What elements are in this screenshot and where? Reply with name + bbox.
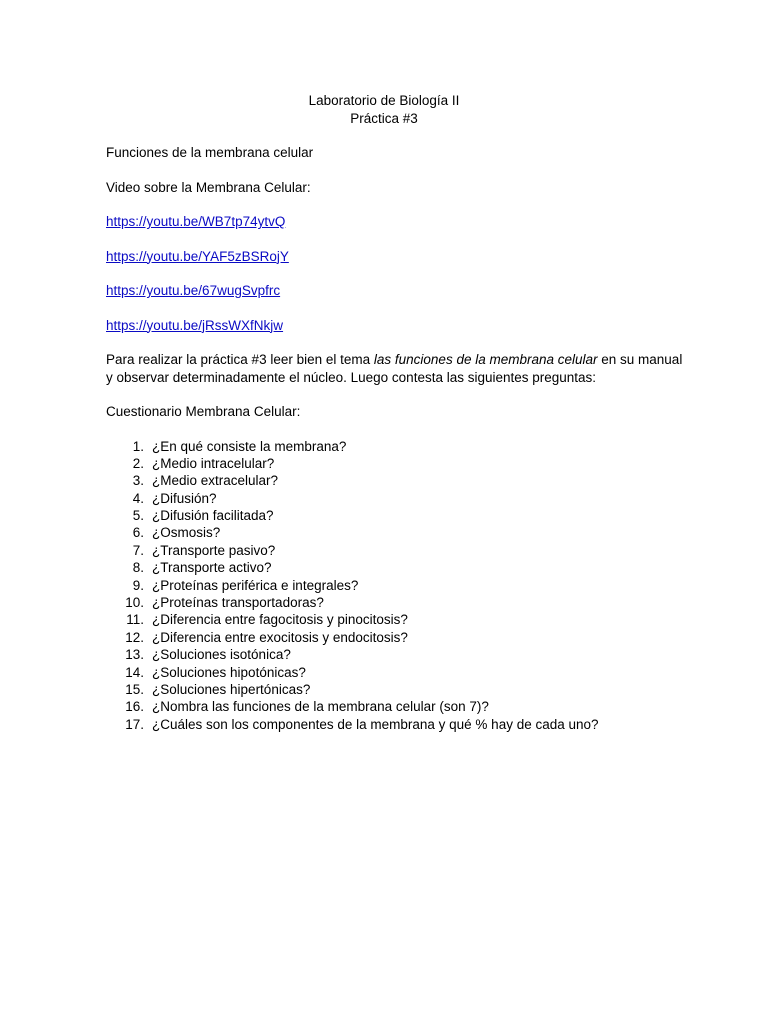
question-list — [106, 438, 686, 734]
question-number: 16. — [125, 699, 144, 715]
document-title: Laboratorio de Biología II — [308, 93, 460, 108]
question-number: 13. — [125, 647, 144, 663]
list-item — [106, 664, 686, 681]
list-item — [106, 507, 686, 524]
list-item — [106, 698, 686, 715]
question-number: 1. — [132, 438, 144, 454]
question-text: ¿Proteínas transportadoras? — [152, 595, 324, 611]
question-number: 10. — [125, 595, 144, 611]
question-number: 12. — [125, 629, 144, 645]
question-text: ¿Osmosis? — [152, 525, 221, 541]
question-text: ¿Diferencia entre fagocitosis y pinocitosis? — [152, 612, 408, 628]
list-item — [106, 716, 686, 733]
instructions-text-start: Para realizar la práctica #3 leer bien el tema — [106, 352, 374, 367]
question-text: ¿Diferencia entre exocitosis y endocitosis? — [152, 629, 408, 645]
section-heading: Funciones de la membrana celular — [106, 145, 314, 160]
list-item — [106, 438, 686, 455]
question-text: ¿Nombra las funciones de la membrana celular (son 7)? — [152, 699, 489, 715]
list-item — [106, 490, 686, 507]
question-number: 17. — [125, 716, 144, 732]
question-text: ¿Soluciones hipotónicas? — [152, 664, 306, 680]
question-text: ¿Soluciones hipertónicas? — [152, 681, 311, 697]
video-link-2[interactable]: https://youtu.be/YAF5zBSRojY — [106, 248, 289, 264]
question-number: 11. — [126, 612, 144, 628]
question-number: 3. — [132, 473, 144, 489]
document-header — [0, 92, 768, 128]
question-number: 2. — [132, 455, 144, 471]
question-number: 8. — [132, 560, 144, 576]
instructions-paragraph — [106, 351, 686, 386]
question-number: 15. — [125, 681, 144, 697]
question-text: ¿Medio intracelular? — [152, 455, 275, 471]
question-number: 9. — [132, 577, 144, 593]
list-item — [106, 611, 686, 628]
video-links — [106, 213, 686, 334]
list-item — [106, 577, 686, 594]
list-item — [106, 594, 686, 611]
video-heading: Video sobre la Membrana Celular: — [106, 179, 311, 195]
list-item — [106, 524, 686, 541]
question-number: 7. — [132, 542, 144, 558]
instructions-italic-topic: las funciones de la membrana celular — [373, 352, 598, 367]
question-text: ¿Difusión facilitada? — [152, 508, 274, 524]
question-number: 14. — [125, 664, 144, 680]
question-text: ¿En qué consiste la membrana? — [152, 438, 347, 454]
instructions-text-end: en su manual y observar determinadamente el núcleo. Luego contesta las siguientes preguntas: — [106, 352, 683, 385]
question-number: 4. — [132, 490, 144, 506]
question-number: 6. — [132, 525, 144, 541]
list-item — [106, 629, 686, 646]
list-item — [106, 646, 686, 663]
list-item — [106, 455, 686, 472]
video-link-3[interactable]: https://youtu.be/67wugSvpfrc — [106, 283, 281, 298]
video-link-4[interactable]: https://youtu.be/jRssWXfNkjw — [106, 317, 284, 333]
question-text: ¿Cuáles son los componentes de la membrana y qué % hay de cada uno? — [152, 716, 599, 732]
question-number: 5. — [132, 508, 144, 524]
question-text: ¿Transporte activo? — [152, 560, 272, 576]
question-text: ¿Difusión? — [152, 490, 217, 506]
question-text: ¿Soluciones isotónica? — [152, 647, 291, 663]
video-link-1[interactable]: https://youtu.be/WB7tp74ytvQ — [106, 214, 286, 229]
list-item — [106, 681, 686, 698]
list-item — [106, 472, 686, 489]
list-item — [106, 542, 686, 559]
practice-number: Práctica #3 — [350, 111, 418, 126]
question-text: ¿Transporte pasivo? — [152, 542, 276, 558]
quiz-title: Cuestionario Membrana Celular: — [106, 404, 301, 419]
document-body — [106, 144, 686, 733]
question-text: ¿Medio extracelular? — [152, 473, 279, 489]
question-text: ¿Proteínas periférica e integrales? — [152, 577, 359, 593]
list-item — [106, 559, 686, 576]
